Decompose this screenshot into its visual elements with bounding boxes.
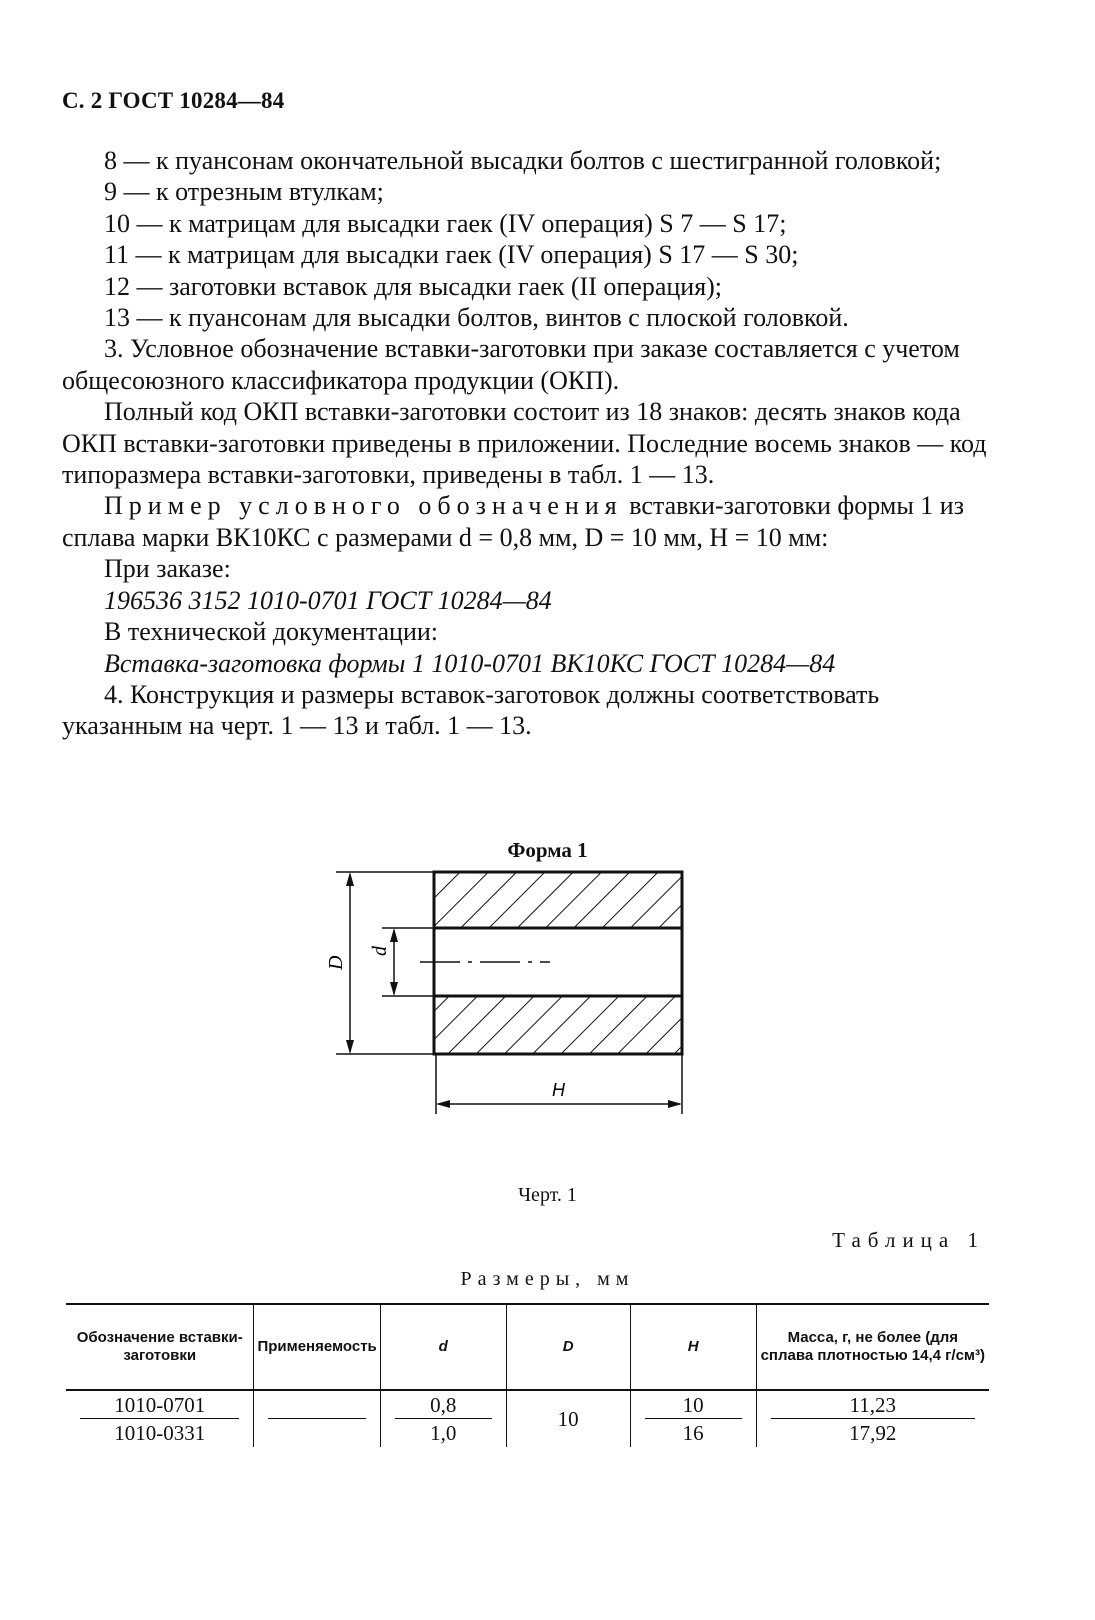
list-item-11: 11 — к матрицам для высадки гаек (IV операция) S 17 — S 30; (104, 240, 799, 270)
table-row (66, 1390, 989, 1419)
label-d: d (369, 946, 391, 956)
list-item-13: 13 — к пуансонам для высадки болтов, винтов с плоской головкой. (104, 303, 849, 333)
dimensions-table (66, 1303, 989, 1447)
cell-d: 0,8 (380, 1390, 506, 1419)
top-hatched-section (434, 872, 682, 928)
col-header-d: d (380, 1304, 506, 1390)
paragraph-3: 3. Условное обозначение вставки-заготовки при заказе составляется с учетом общесоюзного классификатора продукции (ОКП). (62, 334, 960, 395)
cell-H: 16 (630, 1419, 756, 1447)
paragraph-okp: Полный код ОКП вставки-заготовки состоит из 18 знаков: десять знаков кода ОКП вставки-заготовки приведены в приложении. Последние восемь знаков — код типоразмера вставки-заготовки, приведены в табл. 1 — 13. (62, 397, 987, 490)
page-header: С. 2 ГОСТ 10284—84 (62, 88, 285, 113)
col-header-mass: Масса, г, не более (для сплава плотностью 14,4 г/см³) (756, 1304, 989, 1390)
cell-mass: 11,23 (756, 1390, 989, 1419)
example-lead: Пример условного обозначения (104, 491, 623, 521)
col-header-H: H (630, 1304, 756, 1390)
tech-doc-label: В технической документации: (104, 617, 439, 647)
table-label: Таблица 1 (832, 1228, 985, 1252)
order-code: 196536 3152 1010-0701 ГОСТ 10284—84 (104, 585, 552, 615)
bottom-hatched-section (434, 996, 682, 1054)
D-arrow-bottom (346, 1040, 354, 1054)
d-arrow-top (390, 928, 398, 942)
label-H: H (552, 1080, 565, 1100)
list-item-10: 10 — к матрицам для высадки гаек (IV операция) S 7 — S 17; (104, 208, 787, 238)
cell-D-merged: 10 (506, 1390, 630, 1447)
list-item-8: 8 — к пуансонам окончательной высадки болтов с шестигранной головкой; (104, 146, 942, 175)
tech-doc-code: Вставка-заготовка формы 1 1010-0701 ВК10КС ГОСТ 10284—84 (104, 648, 836, 678)
figure-title: Форма 1 (507, 838, 588, 862)
D-arrow-top (346, 872, 354, 886)
list-item-9: 9 — к отрезным втулкам; (104, 177, 384, 207)
order-label: При заказе: (104, 554, 231, 584)
figure-caption: Черт. 1 (518, 1184, 577, 1206)
cell-d: 1,0 (380, 1419, 506, 1447)
H-arrow-left (436, 1100, 450, 1108)
body-text (62, 145, 992, 742)
cell-code: 1010-0331 (114, 1421, 206, 1445)
example-rest: вставки-заготовки формы 1 из сплава марки ВК10КС с размерами d = 0,8 мм, D = 10 мм, H = 10 мм: (62, 491, 964, 552)
d-arrow-bottom (390, 982, 398, 996)
cell-applicability (254, 1390, 380, 1419)
table-subtitle: Размеры, мм (460, 1268, 635, 1290)
H-arrow-right (668, 1100, 682, 1108)
list-item-12: 12 — заготовки вставок для высадки гаек (II операция); (104, 271, 723, 301)
label-D: D (325, 955, 347, 970)
cell-code: 1010-0701 (66, 1390, 254, 1419)
paragraph-4: 4. Конструкция и размеры вставок-заготовок должны соответствовать указанным на черт. 1 — 13 и табл. 1 — 13. (62, 679, 880, 741)
insert-drawing (325, 860, 700, 1160)
col-header-applicability: Применяемость (254, 1304, 380, 1390)
cell-H: 10 (630, 1390, 756, 1419)
col-header-code: Обозначение вставки-заготовки (66, 1304, 254, 1390)
table-header-row (66, 1304, 989, 1390)
cell-mass: 17,92 (756, 1419, 989, 1447)
cell-applicability (254, 1419, 380, 1447)
example-paragraph (62, 490, 992, 553)
col-header-D: D (506, 1304, 630, 1390)
